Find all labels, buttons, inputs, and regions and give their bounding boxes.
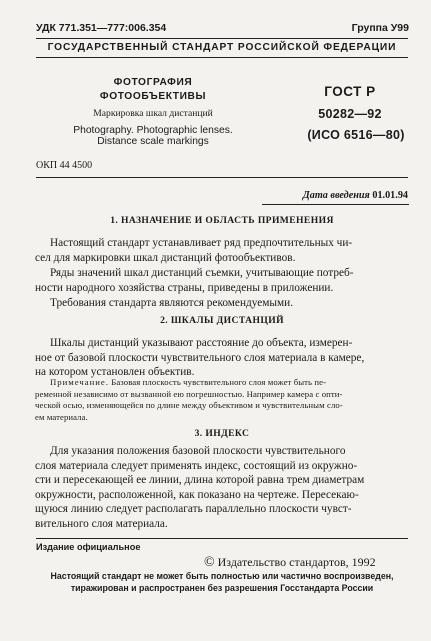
text-line: вительного слоя материала. xyxy=(35,517,168,530)
text-line: ности народного хозяйства страны, приведены в приложении. xyxy=(35,281,334,294)
standard-label: ГОСТ Р xyxy=(324,84,376,99)
title-en-line2: Distance scale markings xyxy=(97,136,209,147)
agency-title: ГОСУДАРСТВЕННЫЙ СТАНДАРТ РОССИЙСКОЙ ФЕДЕРАЦИИ xyxy=(47,42,397,53)
section-2-heading: 2. ШКАЛЫ ДИСТАНЦИЙ xyxy=(160,315,284,326)
copyright xyxy=(204,555,376,571)
title-en-line1: Photography. Photographic lenses. xyxy=(73,125,233,136)
intro-date xyxy=(303,190,408,201)
section-2-paragraph-1 xyxy=(35,336,409,380)
group-code: Группа У99 xyxy=(351,22,409,34)
section-1-paragraph-2 xyxy=(35,266,409,295)
note-line xyxy=(35,377,409,389)
section-1-paragraph-1 xyxy=(35,236,409,265)
text-line: щуюся линию следует располагать параллельно плоскости чувст- xyxy=(35,503,352,516)
okp-rule xyxy=(36,177,408,178)
text-line: Шкалы дистанций указывают расстояние до объекта, измерен- xyxy=(50,337,353,349)
standard-number: 50282—92 xyxy=(318,107,382,121)
copyright-notice-line2: тиражирован и распространен без разрешения Госстандарта России xyxy=(70,583,374,593)
title-ru-line2: ФОТООБЪЕКТИВЫ xyxy=(99,91,207,102)
text-line: на котором установлен объектив. xyxy=(35,366,195,379)
iso-number: (ИСО 6516—80) xyxy=(307,128,405,142)
copyright-text: Издательство стандартов, 1992 xyxy=(217,555,376,569)
title-ru-line1: ФОТОГРАФИЯ xyxy=(113,77,193,88)
text-line: окружности, расположенной, как показано на чертеже. Пересекаю- xyxy=(35,488,359,501)
footer-rule xyxy=(36,538,408,539)
section-3-heading: 3. ИНДЕКС xyxy=(194,428,250,439)
note-text: Базовая плоскость чувствительного слоя может быть пе- xyxy=(111,377,327,387)
text-line: сел для маркировки шкал дистанций фотообъективов. xyxy=(35,251,296,264)
section-1-heading: 1. НАЗНАЧЕНИЕ И ОБЛАСТЬ ПРИМЕНЕНИЯ xyxy=(110,215,334,226)
note-line: ем материала. xyxy=(35,411,88,422)
text-line: сти и пересекающей ее линии, длина которой равна трем диаметрам xyxy=(35,474,365,487)
note-line: ременной независимо от вызванной ею погрешностью. Например камера с опти- xyxy=(35,388,343,399)
title-ru-subtitle: Маркировка шкал дистанций xyxy=(93,108,213,119)
text-line: слоя материала следует применять индекс, состоящий из окружно- xyxy=(35,459,358,472)
header-rule-bottom xyxy=(36,57,408,58)
section-1-paragraph-3 xyxy=(35,296,409,311)
section-2-note xyxy=(35,377,409,423)
note-label: Примечание. xyxy=(50,377,109,387)
udk-code: УДК 771.351—777:006.354 xyxy=(36,22,167,34)
text-line: Требования стандарта являются рекомендуемыми. xyxy=(50,297,294,309)
copyright-icon: © xyxy=(204,555,215,570)
note-line: ческой осью, изменяющейся по длине между объективом и чувствительным сло- xyxy=(35,400,343,411)
text-line: Для указания положения базовой плоскости чувствительного xyxy=(50,445,346,457)
text-line: ное от базовой плоскости чувствительного слоя материала в камере, xyxy=(35,351,365,364)
text-line: Ряды значений шкал дистанций съемки, учитывающие потреб- xyxy=(50,267,354,279)
header-rule-top xyxy=(36,38,408,39)
intro-date-label: Дата введения xyxy=(302,190,370,201)
intro-date-value: 01.01.94 xyxy=(372,190,408,201)
okp-code: ОКП 44 4500 xyxy=(36,160,93,171)
copyright-notice-line1: Настоящий стандарт не может быть полностью или частично воспроизведен, xyxy=(50,571,394,581)
intro-date-rule xyxy=(262,204,409,205)
text-line: Настоящий стандарт устанавливает ряд предпочтительных чи- xyxy=(50,237,353,249)
official-edition: Издание официальное xyxy=(36,542,141,552)
section-3-paragraph-1 xyxy=(35,444,409,532)
